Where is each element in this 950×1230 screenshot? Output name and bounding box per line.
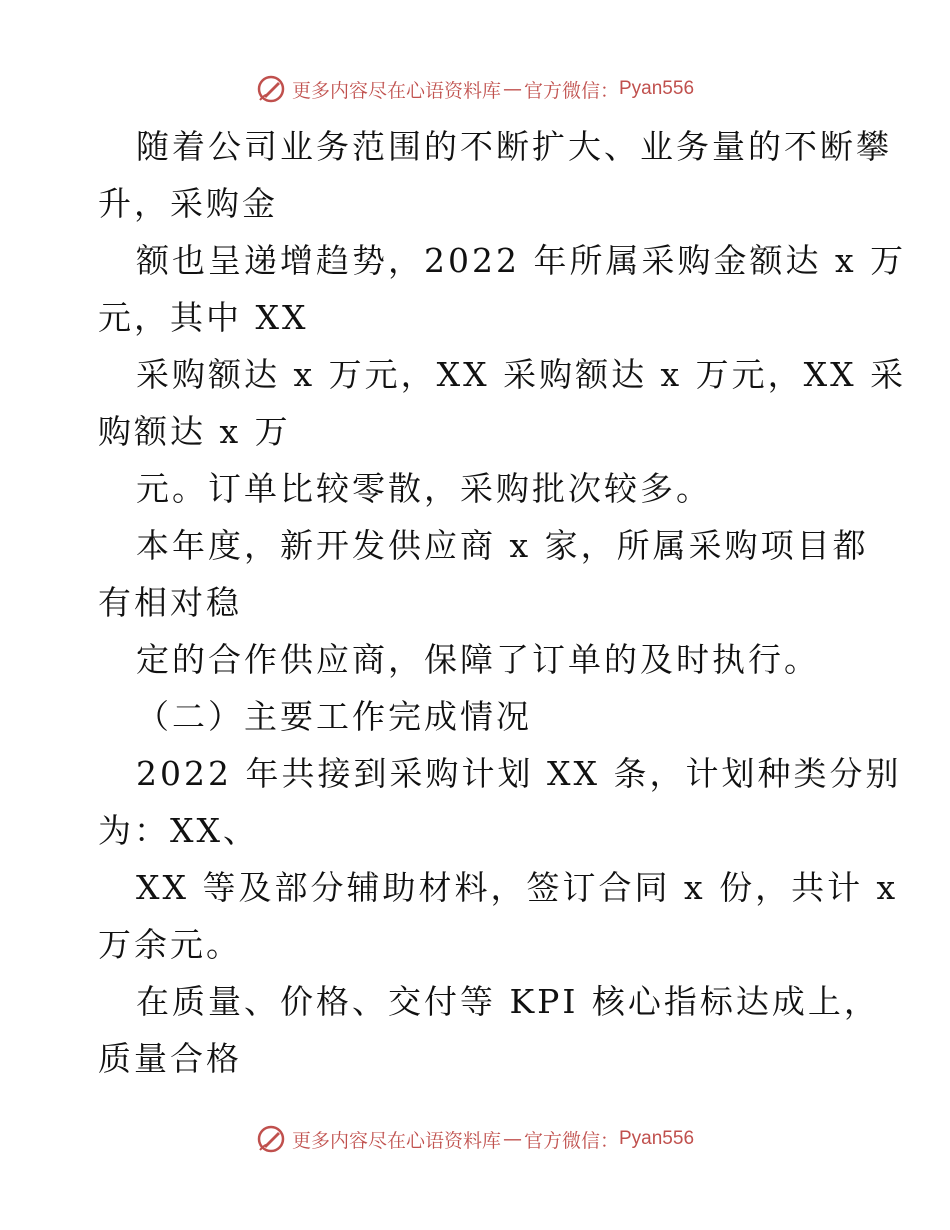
paragraph-line: 在质量、价格、交付等 KPI 核心指标达成上， <box>136 982 880 1021</box>
paragraph-line: 元，其中 XX <box>98 298 309 337</box>
paragraph-line: 有相对稳 <box>98 583 242 622</box>
paragraph-line: 2022 年共接到采购计划 XX 条，计划种类分别 <box>136 754 902 793</box>
paragraph-line: 随着公司业务范围的不断扩大、业务量的不断攀 <box>136 127 892 166</box>
watermark-text: 更多内容尽在心语资料库 <box>291 1129 501 1152</box>
header-watermark <box>0 74 950 104</box>
watermark-dash: — <box>502 78 522 100</box>
paragraph-line: 采购额达 x 万元，XX 采购额达 x 万元，XX 采 <box>136 355 907 394</box>
paragraph-line: 购额达 x 万 <box>98 412 291 451</box>
paragraph-line: XX 等及部分辅助材料，签订合同 x 份，共计 x <box>136 868 899 907</box>
watermark-wechat-label: 官方微信： <box>523 1129 619 1152</box>
watermark-wechat-id: Pyan556 <box>619 78 695 99</box>
paragraph-line: 为：XX、 <box>98 811 259 850</box>
paragraph-line: 本年度，新开发供应商 x 家，所属采购项目都 <box>136 526 869 565</box>
watermark-wechat-id: Pyan556 <box>619 1128 695 1149</box>
paragraph-line: 升，采购金 <box>98 184 278 223</box>
watermark-text: 更多内容尽在心语资料库 <box>291 79 501 102</box>
paragraph-line: 质量合格 <box>98 1039 242 1078</box>
quill-logo-icon <box>256 74 286 104</box>
footer-watermark <box>0 1124 950 1154</box>
section-heading: （二）主要工作完成情况 <box>136 697 532 736</box>
document-body <box>98 118 907 1087</box>
watermark-dash: — <box>502 1128 522 1150</box>
paragraph-line: 定的合作供应商，保障了订单的及时执行。 <box>136 640 820 679</box>
quill-logo-icon <box>256 1124 286 1154</box>
watermark-wechat-label: 官方微信： <box>523 79 619 102</box>
paragraph-line: 额也呈递增趋势，2022 年所属采购金额达 x 万 <box>136 241 907 280</box>
paragraph-line: 万余元。 <box>98 925 242 964</box>
paragraph-line: 元。订单比较零散，采购批次较多。 <box>136 469 712 508</box>
